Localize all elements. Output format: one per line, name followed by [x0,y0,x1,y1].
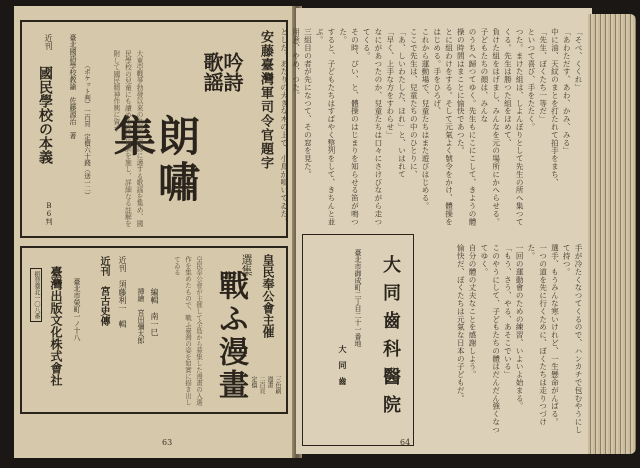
price-label: （ポケット判）一百頁 定價六十錢（送一二） [83,62,91,199]
ad-box-clinic [302,234,414,446]
clinic-small-name: 大同齒 [338,345,348,393]
ad-description: 大東亞戰爭勃發以來の名詩、朗詠に適する歌謡を集め、國民學校の兒童にも讀める樣に傍訓を施し、詳細なる註解を附して國民精神作興に資す [111,50,143,227]
page-number-left: 63 [162,438,173,447]
body-line: 負けた組をはげまし、みんなを元の場所にかへらせる。子どもたちの顔は、みんな [479,28,501,226]
editor-2: 挿繪 宮田彌太郎 [137,288,145,344]
body-line: といつて喜び、手をたたく。 [526,28,536,131]
body-line: 「もう、さう、やる、あそこでいる」 [503,244,513,379]
body-line: 「あ、しいわたした、ほれ」と、いはれて [397,28,407,179]
body-line: つた。まけた組は、しよんぼりとして先生の所へ集つてくる。先生は勝つた組をほめて、 [503,28,525,226]
forthcoming-1: 近刊 須藤利一 輯 [118,256,127,328]
forthcoming-label: 近刊 [44,34,53,50]
body-line: 愉快だ、ぼくたちは元氣な日本の子どもだ。 [456,244,466,402]
forthcoming-title: 國民學校の本義 [37,66,53,164]
publisher-address: 臺北市榮町一ノ十八 [73,278,81,341]
publisher-note: 臺北國語學校教諭 佐藤源治 著 [69,34,77,139]
body-line: すると、子どもたちはすばやく整列をして、きちんと並ぶ。 [315,28,336,226]
publisher-stamp: 振替臺北一〇八番 [30,268,42,322]
main-title: 朗嘯集 [107,114,201,206]
badge-1: 三色刷 [274,376,281,394]
clinic-address: 臺北市御成町二丁目二十一番地 [354,249,362,347]
body-line: 自分の體の丈夫なことを感謝しよう。 [468,244,478,379]
body-line: これから運動場で、兒童たちはまた遊びはじめる。 [421,28,431,210]
body-line: 「早く、上手な方をすわらせ」 [385,28,395,139]
body-line: 手が冷たくなつてくるので、ハンカチで包むやうにして持つ。 [562,244,583,434]
body-line: 「あわただす、あわ、かみ、みる」 [562,28,572,155]
sub-title-1: 吟詩 [220,52,244,92]
page-edges [588,14,636,454]
body-text-lower [422,244,584,434]
body-line: ここで先生は、兒童たちの中のひとりに、 [409,28,419,179]
body-line: のうちへ歸つてゆく。先生もにこにこして、きようの體操の時間はまことに愉快であつた。 [456,28,478,226]
sponsor-label: 皇民奉公會主催 [261,254,275,338]
body-line: 三組目の者が先になつて、その窓を見た。 [303,28,313,179]
body-line: 一回の運動會のための練習、いよいよ始まる。 [515,244,525,410]
body-line: その時、ぴい、と、體操のはじまりを知らせる笛が鳴つた。 [338,28,360,226]
body-line: なにがあつたのか、兒童たちは口々にさけびながら走つてくる。 [362,28,383,226]
body-line: とした。あたりの大きな木の上で、小鳥が鳴いてゐた。 [279,28,289,226]
body-line: 用意、やめ、つた。 [291,28,301,100]
publisher-name: 臺灣出版文化株式會社 [49,266,63,386]
comic-description: 皇民奉公會が主催して全島から募集した漫畫の入選作を集めたもので、戰ふ臺灣の姿を如實に描き出してゐる [172,256,203,406]
body-line: 中に油、天紋のまとを打たれて拍手をまち、 [550,28,560,186]
body-line: 「先生、ぼくたち一等だ」 [538,28,548,123]
forthcoming-format: B6判 [45,202,53,225]
calligraphy-credit: 安藤臺灣軍司令官題字 [258,30,273,170]
forthcoming-2: 近刊 宮古史傳 [98,256,109,326]
editor-1: 編輯 南一巳 [150,288,159,336]
body-line: 一つの道を先に行くために、ぼくたちは走りつづけた。 [526,244,548,426]
body-line: 「そべ、くくれ」 [574,28,583,92]
right-page [279,8,592,454]
page-number-right: 64 [400,438,411,447]
body-line: 選手、もうみんな寒いけれど、一生懸命がんばる。 [550,244,560,426]
badge-3: 二百頁 [258,376,265,394]
body-line: とに組わけをする。そして元氣よく號令をかけ、體操をはじめる。手をひろげ、 [432,28,454,226]
body-text-upper [279,28,584,228]
ad-box-bottom [20,246,288,414]
series-label: 選集 [240,254,253,276]
badge-4: 定價 [250,376,257,388]
body-line: このやうにして、子どもたちの體はだんだん強くなつてゆく。 [479,244,501,434]
ad-box-top [20,20,288,238]
badge-2: 漫畫 [266,376,273,388]
comic-title: 戰ふ漫畫 [213,270,248,402]
clinic-name: 大同齒科醫院 [380,255,401,423]
left-page [14,6,296,458]
sub-title-2: 歌謡 [200,52,224,92]
